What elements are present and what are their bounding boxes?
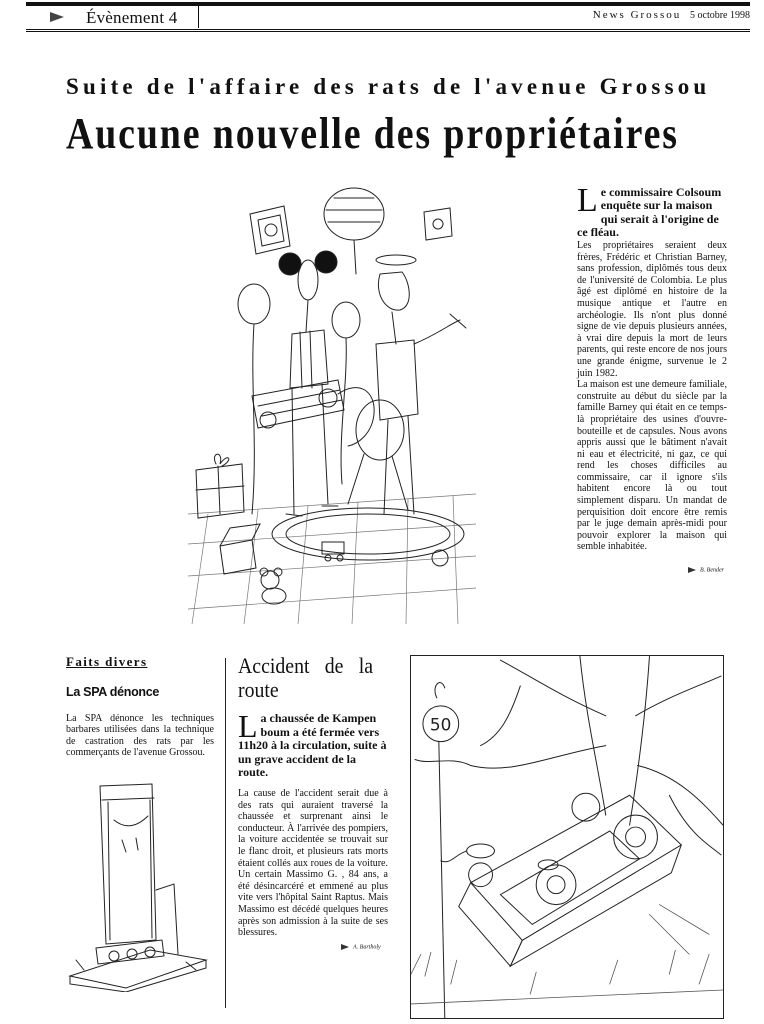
triangle-right-icon: [688, 567, 696, 573]
author-name: B. Bender: [700, 567, 724, 574]
triangle-right-icon: [341, 944, 349, 950]
main-article-lead: [577, 182, 727, 240]
section-label: Évènement 4: [86, 8, 178, 27]
faits-divers-subtitle: La SPA dénonce: [66, 685, 160, 699]
accident-title: Accident de la route: [238, 653, 373, 702]
section-tab: [26, 6, 199, 28]
accident-text: La cause de l'accident serait due à des rats qui auraient traversé la chaussée et surprenant ainsi le conducteur. À l'arrivée des pompiers, la voiture accidentée se trouvait sur le flanc droit, et plusieurs rats morts étaient collés aux roues de la voiture. Un certain Massimo G. , 84 ans, a été désincarcéré et emmené au plus vite vers l'hôpital Saint Raptus. Mais Massimo est décédé quelques heures après son admission à la suite de ses blessures.: [238, 788, 388, 939]
main-article-body: [577, 240, 727, 553]
author-credit: [341, 944, 381, 950]
masthead-rule-double: [26, 31, 750, 32]
article-paragraph: Les propriétaires seraient deux frères, Frédéric et Christian Barney, sans profession, diplômés tous deux de l'université de Colombia. Le plus âgé est diplômé en histoire de la musique antique et l'autre en archéologie. Ils n'ont plus donné signe de vie depuis plusieurs années, à vrai dire depuis la mort de leurs parents, qui reste encore de nos jours une grande énigme, survenue le 2 juin 1982.: [577, 240, 727, 379]
masthead: [26, 6, 750, 30]
lead-text: e commissaire Colsoum enquête sur la maison qui serait à l'origine de ce fléau.: [577, 185, 722, 240]
faits-divers-text: La SPA dénonce les techniques barbares utilisées dans la technique de castration des rats par les commerçants de l'avenue Grossou.: [66, 713, 214, 759]
speed-limit-sign: 50: [429, 714, 452, 735]
headline-kicker: Suite de l'affaire des rats de l'avenue Grossou: [66, 74, 711, 99]
illustration-car-accident: [410, 655, 724, 1019]
drop-cap: L: [577, 182, 598, 219]
triangle-right-icon: [50, 12, 64, 22]
column-divider: [225, 658, 226, 1008]
masthead-rule: [26, 29, 750, 30]
illustration-guillotine: [66, 780, 212, 992]
lead-paragraph: [577, 182, 727, 240]
paper-name: News Grossou: [592, 9, 682, 21]
author-name: A. Bartholy: [353, 944, 381, 951]
paper-name-date: [593, 9, 750, 21]
faits-divers-title: Faits divers: [66, 654, 148, 669]
article-paragraph: La maison est une demeure familiale, construite au début du siècle par la famille Barney qui était en ce temps-là propriétaire des usines d'ouvre-bouteille et de capsules. Nous avons appris aussi que le bâtiment n'avait ni eau et électricité, ni gaz, ce qui rend les choses difficiles au commissaire, car il ignore s'ils habitent encore là ou tout simplement disparu. Un mandat de perquisition doit encore être remis par le juge demain après-midi pour pouvoir explorer la maison qui semble inhabitée.: [577, 379, 727, 553]
drop-cap: L: [238, 708, 258, 744]
illustration-rats-house: [188, 184, 476, 624]
issue-date: 5 octobre 1998: [690, 10, 750, 21]
author-credit: [688, 567, 724, 573]
headline-title: Aucune nouvelle des propriétaires: [66, 109, 679, 158]
accident-lead-text: a chaussée de Kampen boum a été fermée vers 11h20 à la circulation, suite à un grave accident de la route.: [238, 711, 387, 780]
accident-lead: [238, 708, 388, 780]
